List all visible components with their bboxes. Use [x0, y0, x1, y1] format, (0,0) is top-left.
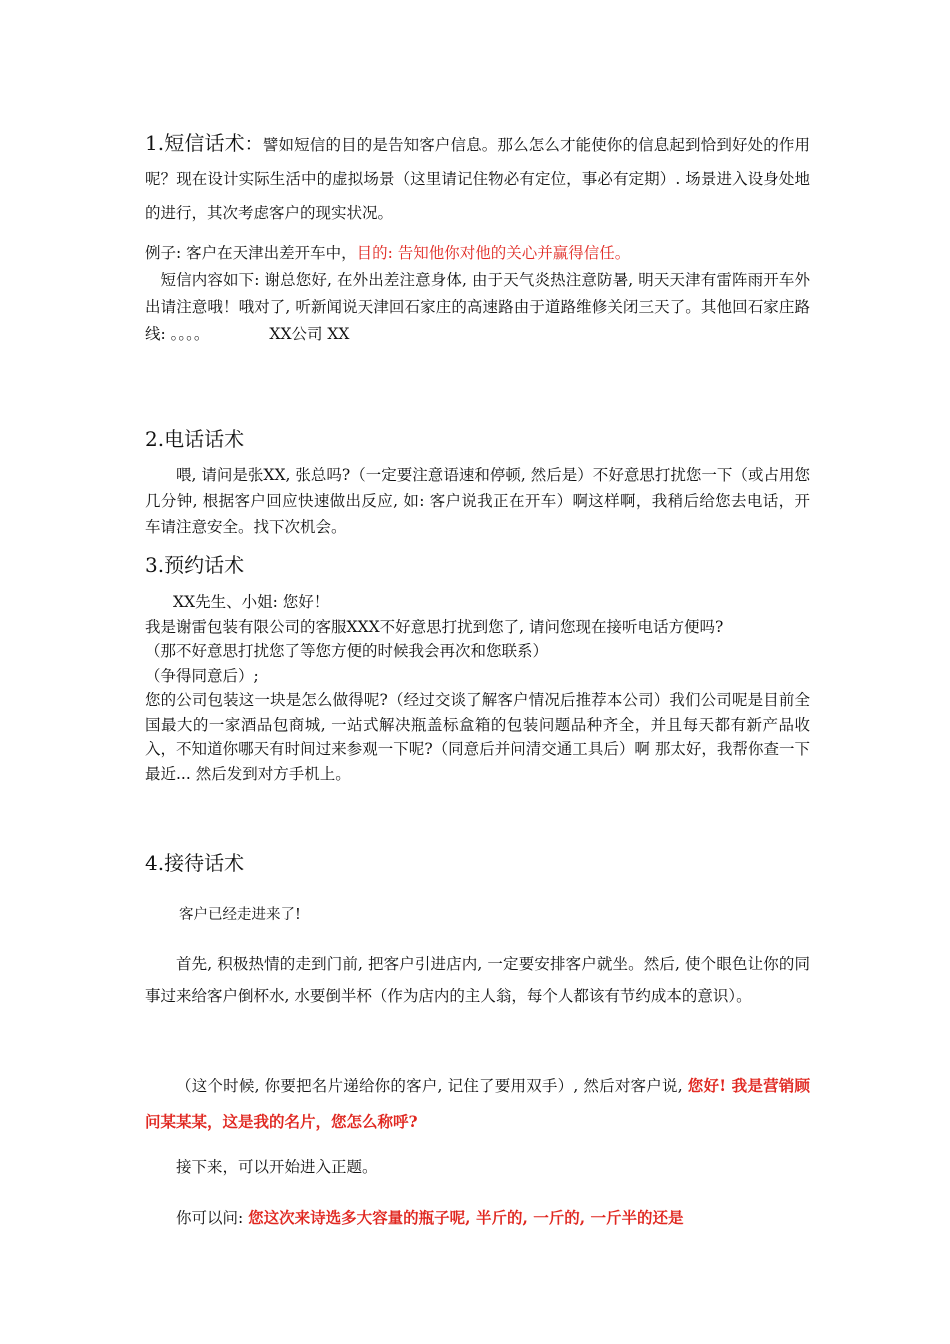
sms-intro-text: 譬如短信的目的是告知客户信息。那么怎么才能使你的信息起到恰到好处的作用呢？现在设计实际生活中的虚拟场景（这里请记住物必有定位，事必有定期）. 场景进入设身处地的进行，其次考虑客户的现实状况。 [145, 136, 810, 222]
reception-line4-question: 您这次来诗选多大容量的瓶子呢, 半斤的, 一斤的, 一斤半的还是 [248, 1208, 684, 1227]
reception-line4-plain: 你可以问: [176, 1209, 249, 1227]
reception-line3: 接下来，可以开始进入正题。 [176, 1158, 378, 1176]
sms-content [145, 267, 810, 348]
section-sms [145, 128, 810, 230]
reception-line4 [145, 1206, 810, 1228]
reception-heading: 4.接待话术 [145, 851, 245, 875]
appointment-line2: （那不好意思打扰您了等您方便的时候我会再次和您联系） [145, 642, 549, 660]
reception-para2 [145, 1068, 810, 1140]
reception-line1: 客户已经走进来了! [179, 907, 301, 923]
sms-example [145, 240, 810, 348]
reception-para1: 首先, 积极热情的走到门前, 把客户引进店内, 一定要安排客户就坐。然后, 使个眼色让你的同事过来给客户倒杯水, 水要倒半杯（作为店内的主人翁，每个人都该有节约成本的意识）。 [145, 955, 810, 1005]
sms-content-text: 短信内容如下: 谢总您好, 在外出差注意身体, 由于天气炎热注意防暑, 明天天津有雷阵雨开车外出请注意哦！哦对了, 听新闻说天津回石家庄的高速路由于道路维修关闭三天了。其他回石家庄路线: 。。。。 [145, 271, 810, 343]
phone-body: 喂, 请问是张XX, 张总吗?（一定要注意语速和停顿, 然后是）不好意思打扰您一下（或占用您几分钟, 根据客户回应快速做出反应, 如: 客户说我正在开车）啊这样啊，我稍后给您去电话，开车请注意安全。找下次机会。 [145, 466, 810, 536]
sms-example-goal: 目的: 告知他你对他的关心并赢得信任。 [356, 244, 631, 262]
reception-para2-plain: （这个时候, 你要把名片递给你的客户, 记住了要用双手）, 然后对客户说, [176, 1077, 688, 1095]
sms-heading-separator: ： [244, 134, 263, 155]
sms-example-line [145, 240, 810, 267]
sms-intro [145, 128, 810, 230]
sms-heading: 1.短信话术 [145, 131, 245, 155]
appointment-line3: （争得同意后）; [145, 666, 259, 685]
phone-heading: 2.电话话术 [145, 427, 245, 451]
appointment-greeting: XX先生、小姐: 您好！ [173, 593, 330, 611]
sms-example-prefix: 例子: 客户在天津出差开车中， [145, 244, 357, 262]
appointment-line4: 您的公司包装这一块是怎么做得呢?（经过交谈了解客户情况后推荐本公司）我们公司呢是目前全国最大的一家酒品包商城, 一站式解决瓶盖标盒箱的包装问题品种齐全，并且每天都有新产品收入，不知道你哪天有时间过来参观一下呢?（同意后并问清交通工具后）啊 那太好，我帮你查一下最近... 然后发到对方手机上。 [145, 691, 810, 783]
appointment-body [145, 590, 810, 786]
sms-signature: XX公司 XX [269, 325, 350, 343]
appointment-line1: 我是谢雷包装有限公司的客服XXX不好意思打扰到您了, 请问您现在接听电话方便吗? [145, 617, 724, 636]
appointment-heading: 3.预约话术 [145, 553, 245, 577]
reception-para2-greeting: 您好! 我是营销顾问某某某，这是我的名片，您怎么称呼? [145, 1076, 810, 1131]
